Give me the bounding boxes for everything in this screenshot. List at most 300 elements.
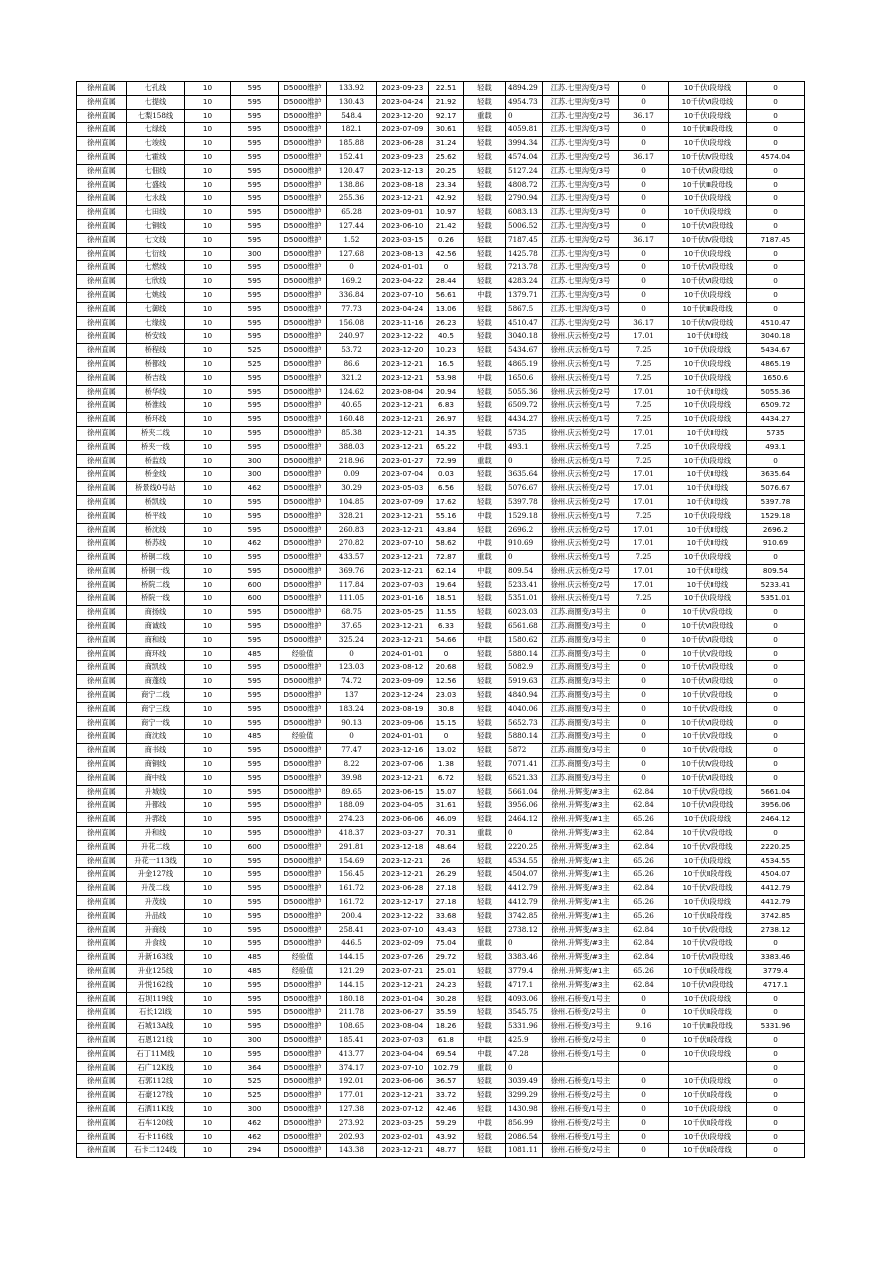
cell-unit: 徐州直属	[77, 785, 127, 799]
cell-rated-current: 595	[231, 1047, 279, 1061]
cell-transformer: 江苏.七里沟变/3号	[543, 82, 619, 96]
cell-load-status: 轻载	[464, 206, 506, 220]
cell-rated-current: 595	[231, 620, 279, 634]
cell-unit: 徐州直属	[77, 1075, 127, 1089]
line-load-table	[76, 81, 805, 1158]
cell-load-status: 轻载	[464, 965, 506, 979]
cell-data-source: D5000维护	[279, 633, 327, 647]
cell-transformer: 徐州.石桥变/2号主	[543, 1033, 619, 1047]
cell-load-status: 轻载	[464, 150, 506, 164]
cell-transformer-margin: 65.26	[619, 896, 669, 910]
cell-max-date: 2023-06-28	[377, 137, 429, 151]
cell-load-status: 轻载	[464, 399, 506, 413]
cell-max-current: 446.5	[327, 937, 377, 951]
table-row	[77, 854, 805, 868]
cell-line-name: 石丁11M线	[127, 1047, 185, 1061]
cell-voltage: 10	[185, 344, 231, 358]
cell-transformer-margin: 17.01	[619, 537, 669, 551]
cell-data-source: D5000维护	[279, 937, 327, 951]
cell-available-capacity: 2086.54	[506, 1130, 543, 1144]
cell-transformer-margin: 62.84	[619, 785, 669, 799]
cell-line-name: 升商线	[127, 923, 185, 937]
cell-rated-current: 595	[231, 206, 279, 220]
cell-bus: 10千伏Ⅱ段母线	[669, 1006, 747, 1020]
cell-max-current: 39.98	[327, 771, 377, 785]
cell-max-date: 2023-12-21	[377, 371, 429, 385]
cell-unit: 徐州直属	[77, 413, 127, 427]
cell-line-name: 桥金线	[127, 468, 185, 482]
cell-unit: 徐州直属	[77, 633, 127, 647]
cell-bus: 10千伏Ⅱ段母线	[669, 868, 747, 882]
cell-data-source: D5000维护	[279, 537, 327, 551]
cell-max-date: 2023-09-23	[377, 150, 429, 164]
cell-max-current: 211.78	[327, 1006, 377, 1020]
cell-max-date: 2023-12-18	[377, 840, 429, 854]
cell-transformer: 江苏.七里沟变/3号	[543, 137, 619, 151]
table-row	[77, 523, 805, 537]
table-row	[77, 978, 805, 992]
cell-max-date: 2024-01-01	[377, 261, 429, 275]
cell-final-capacity: 0	[747, 744, 805, 758]
cell-load-status: 轻载	[464, 178, 506, 192]
cell-max-current: 273.92	[327, 1116, 377, 1130]
cell-final-capacity: 0	[747, 675, 805, 689]
table-row	[77, 509, 805, 523]
cell-transformer: 江苏.商圈变/3号主	[543, 647, 619, 661]
cell-rated-current: 525	[231, 1075, 279, 1089]
cell-max-current: 182.1	[327, 123, 377, 137]
cell-rated-current: 462	[231, 482, 279, 496]
cell-max-date: 2023-12-21	[377, 440, 429, 454]
cell-voltage: 10	[185, 468, 231, 482]
cell-rated-current: 485	[231, 730, 279, 744]
cell-data-source: D5000维护	[279, 344, 327, 358]
cell-data-source: 经验值	[279, 965, 327, 979]
table-row	[77, 827, 805, 841]
cell-bus: 10千伏Ⅵ段母线	[669, 633, 747, 647]
cell-load-status: 中载	[464, 633, 506, 647]
cell-bus: 10千伏Ⅱ段母线	[669, 1116, 747, 1130]
cell-unit: 徐州直属	[77, 771, 127, 785]
cell-max-date: 2023-04-22	[377, 275, 429, 289]
cell-data-source: D5000维护	[279, 330, 327, 344]
cell-max-date: 2023-05-03	[377, 482, 429, 496]
cell-available-capacity: 5880.14	[506, 730, 543, 744]
cell-unit: 徐州直属	[77, 192, 127, 206]
cell-transformer-margin: 62.84	[619, 882, 669, 896]
cell-line-name: 桥吉线	[127, 371, 185, 385]
cell-load-rate: 15.07	[429, 785, 464, 799]
cell-data-source: D5000维护	[279, 661, 327, 675]
cell-load-rate: 75.04	[429, 937, 464, 951]
table-row	[77, 758, 805, 772]
cell-max-date: 2023-12-21	[377, 413, 429, 427]
cell-transformer-margin: 0	[619, 288, 669, 302]
cell-unit: 徐州直属	[77, 302, 127, 316]
table-row	[77, 813, 805, 827]
cell-voltage: 10	[185, 316, 231, 330]
cell-transformer-margin: 7.25	[619, 509, 669, 523]
cell-max-current: 89.65	[327, 785, 377, 799]
cell-available-capacity: 7213.78	[506, 261, 543, 275]
cell-rated-current: 595	[231, 371, 279, 385]
cell-transformer: 徐州.石桥变/1号主	[543, 1102, 619, 1116]
cell-max-date: 2023-03-25	[377, 1116, 429, 1130]
table-row	[77, 1130, 805, 1144]
cell-transformer-margin: 0	[619, 606, 669, 620]
cell-bus: 10千伏Ⅵ段母线	[669, 799, 747, 813]
cell-data-source: D5000维护	[279, 440, 327, 454]
cell-line-name: 石车120线	[127, 1116, 185, 1130]
cell-data-source: D5000维护	[279, 606, 327, 620]
cell-available-capacity: 5331.96	[506, 1020, 543, 1034]
cell-rated-current: 595	[231, 330, 279, 344]
cell-line-name: 桥夹二线	[127, 426, 185, 440]
cell-unit: 徐州直属	[77, 758, 127, 772]
cell-bus: 10千伏Ⅰ段母线	[669, 896, 747, 910]
cell-available-capacity: 1580.62	[506, 633, 543, 647]
cell-available-capacity: 3635.64	[506, 468, 543, 482]
cell-line-name: 升业125线	[127, 965, 185, 979]
cell-bus: 10千伏Ⅰ段母线	[669, 206, 747, 220]
cell-transformer: 江苏.商圈变/3号主	[543, 620, 619, 634]
cell-transformer: 江苏.七里沟变/3号	[543, 178, 619, 192]
cell-final-capacity: 4504.07	[747, 868, 805, 882]
cell-bus: 10千伏Ⅰ段母线	[669, 82, 747, 96]
cell-final-capacity: 5434.67	[747, 344, 805, 358]
cell-unit: 徐州直属	[77, 385, 127, 399]
cell-available-capacity: 4574.04	[506, 150, 543, 164]
cell-bus: 10千伏Ⅱ段母线	[669, 1033, 747, 1047]
cell-voltage: 10	[185, 827, 231, 841]
cell-final-capacity: 3956.06	[747, 799, 805, 813]
cell-transformer: 徐州.庆云桥变/1号	[543, 399, 619, 413]
cell-load-status: 轻载	[464, 1020, 506, 1034]
cell-final-capacity: 0	[747, 95, 805, 109]
cell-rated-current: 595	[231, 896, 279, 910]
cell-max-date: 2023-12-21	[377, 854, 429, 868]
cell-transformer-margin: 65.26	[619, 813, 669, 827]
cell-max-date: 2023-09-01	[377, 206, 429, 220]
cell-line-name: 桥景线0号站	[127, 482, 185, 496]
cell-transformer: 江苏.商圈变/3号主	[543, 606, 619, 620]
cell-data-source: D5000维护	[279, 164, 327, 178]
cell-available-capacity: 7187.45	[506, 233, 543, 247]
cell-line-name: 升和线	[127, 827, 185, 841]
cell-load-rate: 31.61	[429, 799, 464, 813]
cell-final-capacity: 0	[747, 247, 805, 261]
cell-available-capacity: 1425.78	[506, 247, 543, 261]
cell-line-name: 商宁二线	[127, 689, 185, 703]
cell-load-rate: 6.72	[429, 771, 464, 785]
cell-transformer: 徐州.庆云桥变/1号	[543, 454, 619, 468]
cell-voltage: 10	[185, 854, 231, 868]
cell-rated-current: 595	[231, 633, 279, 647]
cell-rated-current: 595	[231, 495, 279, 509]
cell-data-source: D5000维护	[279, 219, 327, 233]
cell-available-capacity: 0	[506, 827, 543, 841]
cell-voltage: 10	[185, 1144, 231, 1158]
cell-data-source: D5000维护	[279, 868, 327, 882]
cell-max-current: 156.45	[327, 868, 377, 882]
cell-voltage: 10	[185, 206, 231, 220]
cell-load-rate: 15.15	[429, 716, 464, 730]
cell-load-status: 轻载	[464, 219, 506, 233]
cell-transformer: 江苏.七里沟变/2号	[543, 316, 619, 330]
cell-unit: 徐州直属	[77, 744, 127, 758]
cell-available-capacity: 6023.03	[506, 606, 543, 620]
cell-line-name: 石卡二124线	[127, 1144, 185, 1158]
cell-unit: 徐州直属	[77, 661, 127, 675]
cell-bus: 10千伏Ⅵ段母线	[669, 716, 747, 730]
cell-available-capacity: 4534.55	[506, 854, 543, 868]
cell-max-current: 77.47	[327, 744, 377, 758]
cell-available-capacity: 5082.9	[506, 661, 543, 675]
cell-rated-current: 595	[231, 909, 279, 923]
cell-voltage: 10	[185, 233, 231, 247]
cell-transformer: 徐州.升辉变/#3主	[543, 937, 619, 951]
cell-unit: 徐州直属	[77, 840, 127, 854]
cell-unit: 徐州直属	[77, 1061, 127, 1075]
cell-unit: 徐州直属	[77, 454, 127, 468]
cell-final-capacity: 4510.47	[747, 316, 805, 330]
cell-line-name: 七佃线	[127, 164, 185, 178]
cell-unit: 徐州直属	[77, 868, 127, 882]
cell-transformer: 徐州.石桥变/1号主	[543, 1047, 619, 1061]
cell-bus: 10千伏Ⅴ段母线	[669, 923, 747, 937]
cell-load-rate: 43.43	[429, 923, 464, 937]
cell-available-capacity: 5233.41	[506, 578, 543, 592]
cell-load-rate: 30.8	[429, 702, 464, 716]
cell-load-rate: 22.51	[429, 82, 464, 96]
cell-transformer: 江苏.商圈变/3号主	[543, 675, 619, 689]
cell-max-date: 2023-08-04	[377, 385, 429, 399]
cell-rated-current: 595	[231, 868, 279, 882]
cell-load-status: 轻载	[464, 233, 506, 247]
cell-max-current: 120.47	[327, 164, 377, 178]
cell-max-date: 2023-07-04	[377, 468, 429, 482]
cell-line-name: 七欣线	[127, 275, 185, 289]
cell-data-source: D5000维护	[279, 233, 327, 247]
cell-data-source: D5000维护	[279, 454, 327, 468]
cell-final-capacity: 0	[747, 1102, 805, 1116]
cell-max-date: 2023-12-21	[377, 523, 429, 537]
cell-line-name: 升悦162线	[127, 978, 185, 992]
cell-data-source: D5000维护	[279, 564, 327, 578]
cell-load-rate: 48.64	[429, 840, 464, 854]
cell-voltage: 10	[185, 95, 231, 109]
cell-max-current: 124.62	[327, 385, 377, 399]
cell-available-capacity: 4840.94	[506, 689, 543, 703]
cell-data-source: D5000维护	[279, 137, 327, 151]
cell-rated-current: 595	[231, 978, 279, 992]
cell-max-current: 90.13	[327, 716, 377, 730]
cell-final-capacity: 5351.01	[747, 592, 805, 606]
cell-data-source: D5000维护	[279, 909, 327, 923]
cell-data-source: D5000维护	[279, 468, 327, 482]
cell-load-status: 轻载	[464, 923, 506, 937]
cell-rated-current: 595	[231, 123, 279, 137]
cell-voltage: 10	[185, 219, 231, 233]
cell-transformer-margin: 62.84	[619, 951, 669, 965]
cell-final-capacity: 0	[747, 288, 805, 302]
cell-transformer: 徐州.升辉变/#3主	[543, 840, 619, 854]
cell-line-name: 七梨158线	[127, 109, 185, 123]
cell-load-rate: 35.59	[429, 1006, 464, 1020]
cell-rated-current: 595	[231, 150, 279, 164]
cell-unit: 徐州直属	[77, 482, 127, 496]
cell-transformer: 徐州.升辉变/#3主	[543, 799, 619, 813]
cell-voltage: 10	[185, 357, 231, 371]
cell-bus: 10千伏Ⅰ段母线	[669, 854, 747, 868]
cell-bus: 10千伏Ⅱ母线	[669, 537, 747, 551]
cell-unit: 徐州直属	[77, 537, 127, 551]
cell-line-name: 桥安线	[127, 330, 185, 344]
cell-load-status: 轻载	[464, 785, 506, 799]
cell-voltage: 10	[185, 247, 231, 261]
cell-line-name: 七永线	[127, 192, 185, 206]
cell-transformer: 江苏.七里沟变/3号	[543, 164, 619, 178]
cell-unit: 徐州直属	[77, 288, 127, 302]
cell-final-capacity: 0	[747, 661, 805, 675]
cell-bus: 10千伏Ⅰ段母线	[669, 1047, 747, 1061]
cell-load-rate: 102.79	[429, 1061, 464, 1075]
table-row	[77, 413, 805, 427]
cell-voltage: 10	[185, 454, 231, 468]
cell-unit: 徐州直属	[77, 440, 127, 454]
cell-max-current: 433.57	[327, 551, 377, 565]
cell-data-source: D5000维护	[279, 261, 327, 275]
cell-rated-current: 595	[231, 82, 279, 96]
cell-max-current: 137	[327, 689, 377, 703]
table-row	[77, 965, 805, 979]
cell-max-current: 177.01	[327, 1089, 377, 1103]
table-row	[77, 495, 805, 509]
cell-load-status: 中载	[464, 1116, 506, 1130]
cell-data-source: D5000维护	[279, 1102, 327, 1116]
cell-unit: 徐州直属	[77, 730, 127, 744]
cell-load-rate: 25.62	[429, 150, 464, 164]
cell-data-source: D5000维护	[279, 1061, 327, 1075]
cell-bus: 10千伏Ⅱ母线	[669, 523, 747, 537]
cell-rated-current: 595	[231, 937, 279, 951]
cell-available-capacity: 6561.68	[506, 620, 543, 634]
cell-transformer: 徐州.庆云桥变/2号	[543, 385, 619, 399]
cell-transformer: 徐州.庆云桥变/1号	[543, 371, 619, 385]
table-row	[77, 1047, 805, 1061]
cell-load-rate: 61.8	[429, 1033, 464, 1047]
cell-bus: 10千伏Ⅱ母线	[669, 482, 747, 496]
cell-rated-current: 300	[231, 454, 279, 468]
cell-data-source: D5000维护	[279, 109, 327, 123]
table-row	[77, 1089, 805, 1103]
cell-unit: 徐州直属	[77, 357, 127, 371]
cell-max-current: 260.83	[327, 523, 377, 537]
table-row	[77, 399, 805, 413]
cell-bus: 10千伏Ⅰ段母线	[669, 1075, 747, 1089]
cell-transformer-margin: 17.01	[619, 330, 669, 344]
cell-line-name: 商沈线	[127, 730, 185, 744]
cell-rated-current: 364	[231, 1061, 279, 1075]
cell-transformer-margin: 0	[619, 716, 669, 730]
table-row	[77, 661, 805, 675]
cell-line-name: 升茂线	[127, 896, 185, 910]
cell-rated-current: 462	[231, 537, 279, 551]
cell-final-capacity: 0	[747, 1089, 805, 1103]
cell-final-capacity: 4717.1	[747, 978, 805, 992]
cell-final-capacity: 0	[747, 109, 805, 123]
cell-bus: 10千伏Ⅵ段母线	[669, 771, 747, 785]
cell-max-current: 30.29	[327, 482, 377, 496]
cell-data-source: D5000维护	[279, 744, 327, 758]
cell-available-capacity: 5880.14	[506, 647, 543, 661]
cell-available-capacity: 1650.6	[506, 371, 543, 385]
cell-max-current: 130.43	[327, 95, 377, 109]
cell-final-capacity: 0	[747, 219, 805, 233]
cell-unit: 徐州直属	[77, 675, 127, 689]
cell-data-source: D5000维护	[279, 882, 327, 896]
cell-rated-current: 595	[231, 606, 279, 620]
cell-max-date: 2023-05-25	[377, 606, 429, 620]
cell-load-rate: 42.56	[429, 247, 464, 261]
cell-data-source: D5000维护	[279, 771, 327, 785]
cell-load-rate: 72.99	[429, 454, 464, 468]
cell-max-current: 185.41	[327, 1033, 377, 1047]
cell-line-name: 七绿线	[127, 123, 185, 137]
cell-available-capacity: 1379.71	[506, 288, 543, 302]
cell-transformer-margin: 17.01	[619, 468, 669, 482]
cell-final-capacity: 910.69	[747, 537, 805, 551]
cell-line-name: 升新163线	[127, 951, 185, 965]
cell-rated-current: 595	[231, 192, 279, 206]
cell-voltage: 10	[185, 330, 231, 344]
cell-load-status: 轻载	[464, 716, 506, 730]
cell-voltage: 10	[185, 633, 231, 647]
cell-load-rate: 19.64	[429, 578, 464, 592]
cell-max-date: 2023-04-24	[377, 302, 429, 316]
cell-line-name: 桥院一线	[127, 592, 185, 606]
cell-load-rate: 58.62	[429, 537, 464, 551]
cell-max-date: 2023-03-15	[377, 233, 429, 247]
cell-rated-current: 595	[231, 675, 279, 689]
cell-available-capacity: 7071.41	[506, 758, 543, 772]
cell-max-current: 154.69	[327, 854, 377, 868]
cell-load-status: 轻载	[464, 495, 506, 509]
table-row	[77, 95, 805, 109]
cell-bus: 10千伏Ⅰ段母线	[669, 413, 747, 427]
cell-final-capacity: 0	[747, 206, 805, 220]
table-row	[77, 206, 805, 220]
cell-bus: 10千伏Ⅵ段母线	[669, 951, 747, 965]
cell-unit: 徐州直属	[77, 647, 127, 661]
cell-data-source: D5000维护	[279, 150, 327, 164]
cell-rated-current: 595	[231, 785, 279, 799]
cell-unit: 徐州直属	[77, 564, 127, 578]
cell-max-date: 2023-07-06	[377, 758, 429, 772]
cell-transformer: 江苏.商圈变/3号主	[543, 716, 619, 730]
cell-available-capacity: 5055.36	[506, 385, 543, 399]
cell-line-name: 桥淮线	[127, 399, 185, 413]
cell-max-current: 388.03	[327, 440, 377, 454]
cell-data-source: D5000维护	[279, 620, 327, 634]
cell-final-capacity: 0	[747, 1116, 805, 1130]
cell-voltage: 10	[185, 164, 231, 178]
cell-available-capacity: 47.28	[506, 1047, 543, 1061]
cell-bus: 10千伏Ⅴ段母线	[669, 647, 747, 661]
table-row	[77, 564, 805, 578]
cell-final-capacity: 0	[747, 454, 805, 468]
cell-transformer-margin: 65.26	[619, 909, 669, 923]
